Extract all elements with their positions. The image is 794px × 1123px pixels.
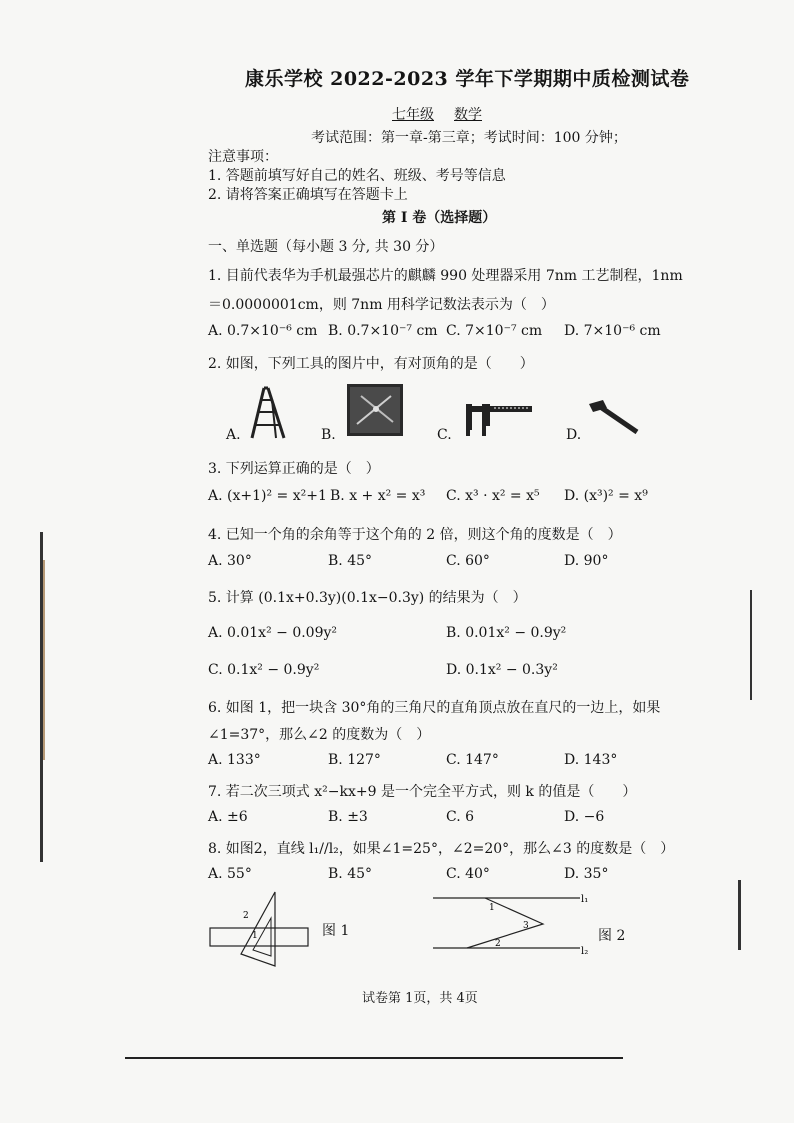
fig2-angle-3: 3 [523, 921, 529, 931]
subject-label: 数学 [454, 107, 482, 123]
scan-right-margin-mark [738, 880, 741, 950]
q8-option-d: D. 35° [564, 866, 609, 882]
q2-option-d: D. [566, 427, 582, 443]
q6-option-a: A. 133° [208, 752, 261, 768]
q3-option-c: C. x³ · x² = x⁵ [446, 488, 540, 504]
exam-title: 康乐学校 2022-2023 学年下学期期中质检测试卷 [245, 68, 690, 90]
scissors-photo [347, 384, 403, 436]
q6-stem-line2: ∠1=37°，那么∠2 的度数为（ ） [208, 727, 431, 743]
q1-option-b: B. 0.7×10⁻⁷ cm [328, 323, 438, 339]
scan-edge-line [125, 1057, 623, 1059]
figure-1-diagram [205, 888, 311, 972]
q5-option-a: A. 0.01x² − 0.09y² [208, 625, 338, 641]
q2-option-c: C. [437, 427, 452, 443]
q5-option-d: D. 0.1x² − 0.3y² [446, 662, 558, 678]
q1-stem-line1: 1. 目前代表华为手机最强芯片的麒麟 990 处理器采用 7nm 工艺制程，1nm [208, 268, 683, 284]
scan-left-margin-mark [43, 560, 45, 760]
q3-option-a: A. (x+1)² = x²+1 [208, 488, 327, 504]
exam-scope: 考试范围：第一章-第三章；考试时间：100 分钟； [311, 130, 627, 146]
q5-stem: 5. 计算 (0.1x+0.3y)(0.1x−0.3y) 的结果为（ ） [208, 590, 527, 606]
fig1-angle-1: 1 [252, 931, 258, 941]
q1-option-d: D. 7×10⁻⁶ cm [564, 323, 661, 339]
q4-option-a: A. 30° [208, 553, 252, 569]
grade-label: 七年级 [392, 107, 434, 123]
q5-option-c: C. 0.1x² − 0.9y² [208, 662, 320, 678]
q7-option-d: D. −6 [564, 809, 605, 825]
q4-option-b: B. 45° [328, 553, 373, 569]
q3-option-b: B. x + x² = x³ [330, 488, 426, 504]
notes-item: 1. 答题前填写好自己的姓名、班级、考号等信息 [208, 168, 506, 184]
q4-option-d: D. 90° [564, 553, 609, 569]
fig2-angle-1: 1 [489, 903, 495, 913]
q2-stem: 2. 如图，下列工具的图片中，有对顶角的是（ ） [208, 356, 534, 372]
q8-option-c: C. 40° [446, 866, 490, 882]
q7-option-a: A. ±6 [208, 809, 248, 825]
figure-2-caption: 图 2 [598, 928, 626, 944]
q6-option-c: C. 147° [446, 752, 499, 768]
fig2-line-l2: l₂ [581, 946, 589, 957]
q4-stem: 4. 已知一个角的余角等于这个角的 2 倍，则这个角的度数是（ ） [208, 527, 622, 543]
q7-option-c: C. 6 [446, 809, 475, 825]
fig2-line-l1: l₁ [581, 894, 589, 905]
notes-item: 2. 请将答案正确填写在答题卡上 [208, 187, 408, 203]
q8-option-b: B. 45° [328, 866, 373, 882]
fig2-angle-2: 2 [495, 939, 501, 949]
q2-option-b: B. [321, 427, 336, 443]
scan-right-margin-mark [750, 590, 752, 700]
q1-option-c: C. 7×10⁻⁷ cm [446, 323, 543, 339]
section-title: 第 I 卷（选择题） [382, 210, 497, 226]
page-footer: 试卷第 1页，共 4页 [362, 991, 478, 1006]
figure-2-diagram [425, 888, 595, 962]
q5-option-b: B. 0.01x² − 0.9y² [446, 625, 567, 641]
q4-option-c: C. 60° [446, 553, 490, 569]
q3-option-d: D. (x³)² = x⁹ [564, 488, 648, 504]
q2-option-a: A. [226, 427, 241, 443]
caliper-image [460, 398, 536, 438]
q7-stem: 7. 若二次三项式 x²−kx+9 是一个完全平方式，则 k 的值是（ ） [208, 784, 637, 800]
q1-option-a: A. 0.7×10⁻⁶ cm [208, 323, 318, 339]
hammer-image [585, 398, 641, 436]
q1-stem-line2: ＝0.0000001cm，则 7nm 用科学记数法表示为（ ） [208, 297, 555, 313]
q8-option-a: A. 55° [208, 866, 252, 882]
fig1-angle-2: 2 [243, 911, 249, 921]
part-title: 一、单选题（每小题 3 分, 共 30 分） [208, 239, 444, 255]
ladder-image [250, 386, 290, 440]
q7-option-b: B. ±3 [328, 809, 368, 825]
q6-option-d: D. 143° [564, 752, 618, 768]
q3-stem: 3. 下列运算正确的是（ ） [208, 461, 380, 477]
q6-option-b: B. 127° [328, 752, 381, 768]
q6-stem-line1: 6. 如图 1，把一块含 30°角的三角尺的直角顶点放在直尺的一边上，如果 [208, 700, 661, 716]
q8-stem: 8. 如图2，直线 l₁//l₂，如果∠1=25°，∠2=20°，那么∠3 的度数是（ ） [208, 841, 675, 857]
figure-1-caption: 图 1 [322, 923, 350, 939]
notes-heading: 注意事项： [208, 149, 278, 165]
